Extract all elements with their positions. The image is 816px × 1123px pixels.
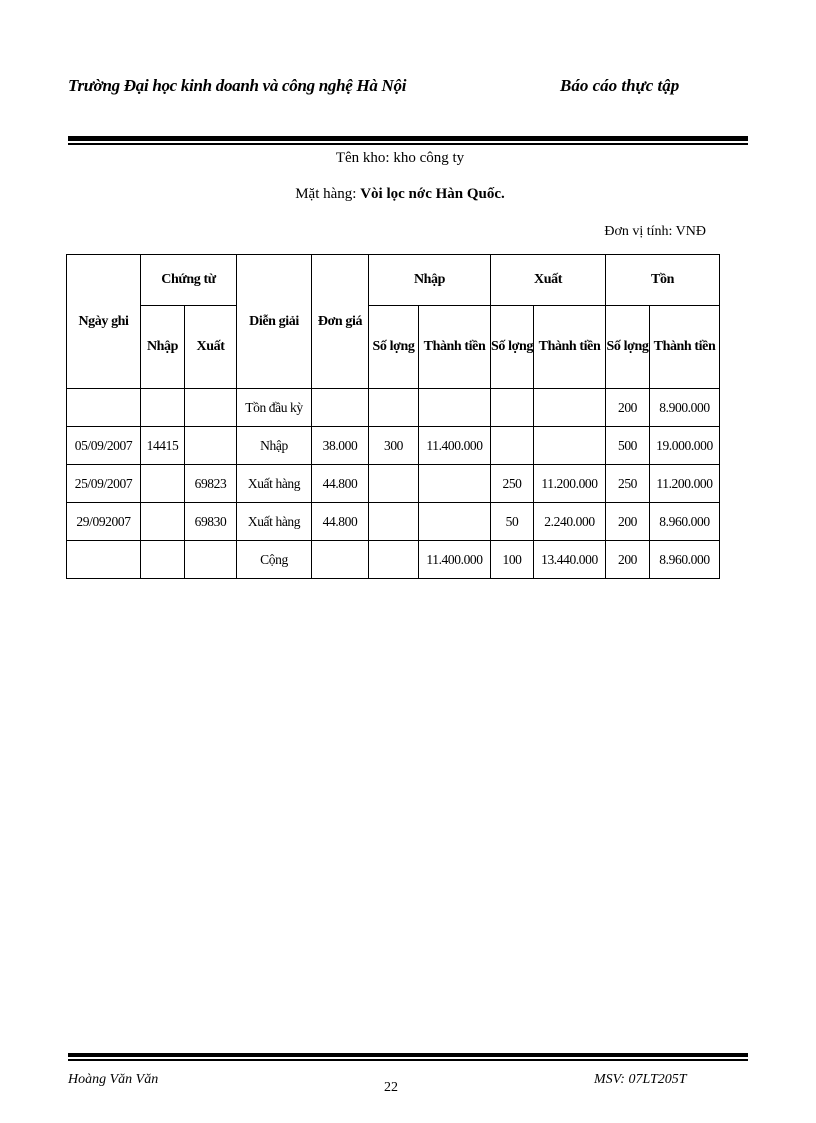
cell-stock-qty: 250: [606, 465, 650, 503]
cell-voucher-out: [185, 427, 237, 465]
header-chung-tu: Chứng từ: [141, 255, 237, 306]
cell-unit-price: [312, 541, 369, 579]
product-name: Vòi lọc nớc Hàn Quốc.: [360, 186, 505, 202]
footer-rule-thick: [68, 1053, 748, 1057]
table-row: [67, 465, 720, 503]
store-name: Tên kho: kho công ty: [335, 150, 465, 166]
header-ton-thanh-tien: Thành tiền: [650, 306, 720, 389]
header-xuat: Xuất: [491, 255, 606, 306]
cell-voucher-out: 69830: [185, 503, 237, 541]
header-nhap-thanh-tien: Thành tiền: [419, 306, 491, 389]
cell-out-amount: [534, 389, 606, 427]
cell-out-qty: [491, 427, 534, 465]
cell-voucher-in: 14415: [141, 427, 185, 465]
school-name: Trường Đại học kinh doanh và công nghệ Hà Nội: [68, 76, 407, 95]
cell-stock-amount: 8.960.000: [650, 541, 720, 579]
cell-date: [67, 541, 141, 579]
header-nhap-so-luong: Số lợng: [369, 306, 419, 389]
cell-description: Cộng: [237, 541, 312, 579]
header-xuat-thanh-tien: Thành tiền: [534, 306, 606, 389]
cell-out-qty: 250: [491, 465, 534, 503]
header-chung-tu-xuat: Xuất: [185, 306, 237, 389]
cell-stock-qty: 200: [606, 541, 650, 579]
cell-out-amount: 2.240.000: [534, 503, 606, 541]
cell-out-amount: [534, 427, 606, 465]
cell-date: [67, 389, 141, 427]
cell-in-amount: [419, 503, 491, 541]
cell-unit-price: 44.800: [312, 465, 369, 503]
header-xuat-so-luong: Số lợng: [491, 306, 534, 389]
cell-voucher-out: [185, 389, 237, 427]
footer-rule-thin: [68, 1059, 748, 1061]
header-ngay-ghi: Ngày ghi: [67, 255, 141, 389]
product-line: [0, 186, 808, 203]
cell-out-amount: 13.440.000: [534, 541, 606, 579]
product-prefix: Mặt hàng:: [295, 186, 357, 202]
cell-in-amount: [419, 389, 491, 427]
cell-unit-price: 44.800: [312, 503, 369, 541]
cell-stock-qty: 200: [606, 389, 650, 427]
cell-voucher-out: 69823: [185, 465, 237, 503]
header-ton-so-luong: Số lợng: [606, 306, 650, 389]
cell-out-qty: 100: [491, 541, 534, 579]
cell-voucher-in: [141, 541, 185, 579]
header-nhap: Nhập: [369, 255, 491, 306]
cell-voucher-in: [141, 503, 185, 541]
student-id: MSV: 07LT205T: [594, 1072, 687, 1087]
cell-out-amount: 11.200.000: [534, 465, 606, 503]
table-total-row: [67, 541, 720, 579]
cell-in-qty: [369, 541, 419, 579]
cell-stock-amount: 19.000.000: [650, 427, 720, 465]
cell-unit-price: [312, 389, 369, 427]
cell-in-qty: [369, 503, 419, 541]
cell-description: Xuất hàng: [237, 465, 312, 503]
table-row: [67, 503, 720, 541]
cell-out-qty: 50: [491, 503, 534, 541]
cell-description: Tồn đầu kỳ: [237, 389, 312, 427]
cell-in-qty: [369, 465, 419, 503]
cell-voucher-out: [185, 541, 237, 579]
header-rule-thick: [68, 136, 748, 141]
table-row: [67, 389, 720, 427]
cell-stock-qty: 200: [606, 503, 650, 541]
author-name: Hoàng Văn Văn: [68, 1072, 159, 1087]
cell-out-qty: [491, 389, 534, 427]
cell-in-amount: 11.400.000: [419, 541, 491, 579]
cell-stock-amount: 8.960.000: [650, 503, 720, 541]
header-ton: Tồn: [606, 255, 720, 306]
header-dien-giai: Diễn giải: [237, 255, 312, 389]
table-row: [67, 427, 720, 465]
header-rule-thin: [68, 143, 748, 145]
report-title: Báo cáo thực tập: [560, 76, 680, 95]
cell-stock-qty: 500: [606, 427, 650, 465]
cell-date: 25/09/2007: [67, 465, 141, 503]
cell-stock-amount: 8.900.000: [650, 389, 720, 427]
cell-voucher-in: [141, 389, 185, 427]
page-number: 22: [384, 1080, 398, 1095]
cell-voucher-in: [141, 465, 185, 503]
header-don-gia: Đơn giá: [312, 255, 369, 389]
unit-label: Đơn vị tính: VNĐ: [604, 224, 706, 239]
cell-unit-price: 38.000: [312, 427, 369, 465]
cell-in-amount: 11.400.000: [419, 427, 491, 465]
cell-in-qty: 300: [369, 427, 419, 465]
cell-date: 29/092007: [67, 503, 141, 541]
cell-in-amount: [419, 465, 491, 503]
cell-description: Xuất hàng: [237, 503, 312, 541]
cell-description: Nhập: [237, 427, 312, 465]
header-chung-tu-nhap: Nhập: [141, 306, 185, 389]
cell-date: 05/09/2007: [67, 427, 141, 465]
inventory-ledger-table: [66, 254, 720, 579]
cell-in-qty: [369, 389, 419, 427]
cell-stock-amount: 11.200.000: [650, 465, 720, 503]
